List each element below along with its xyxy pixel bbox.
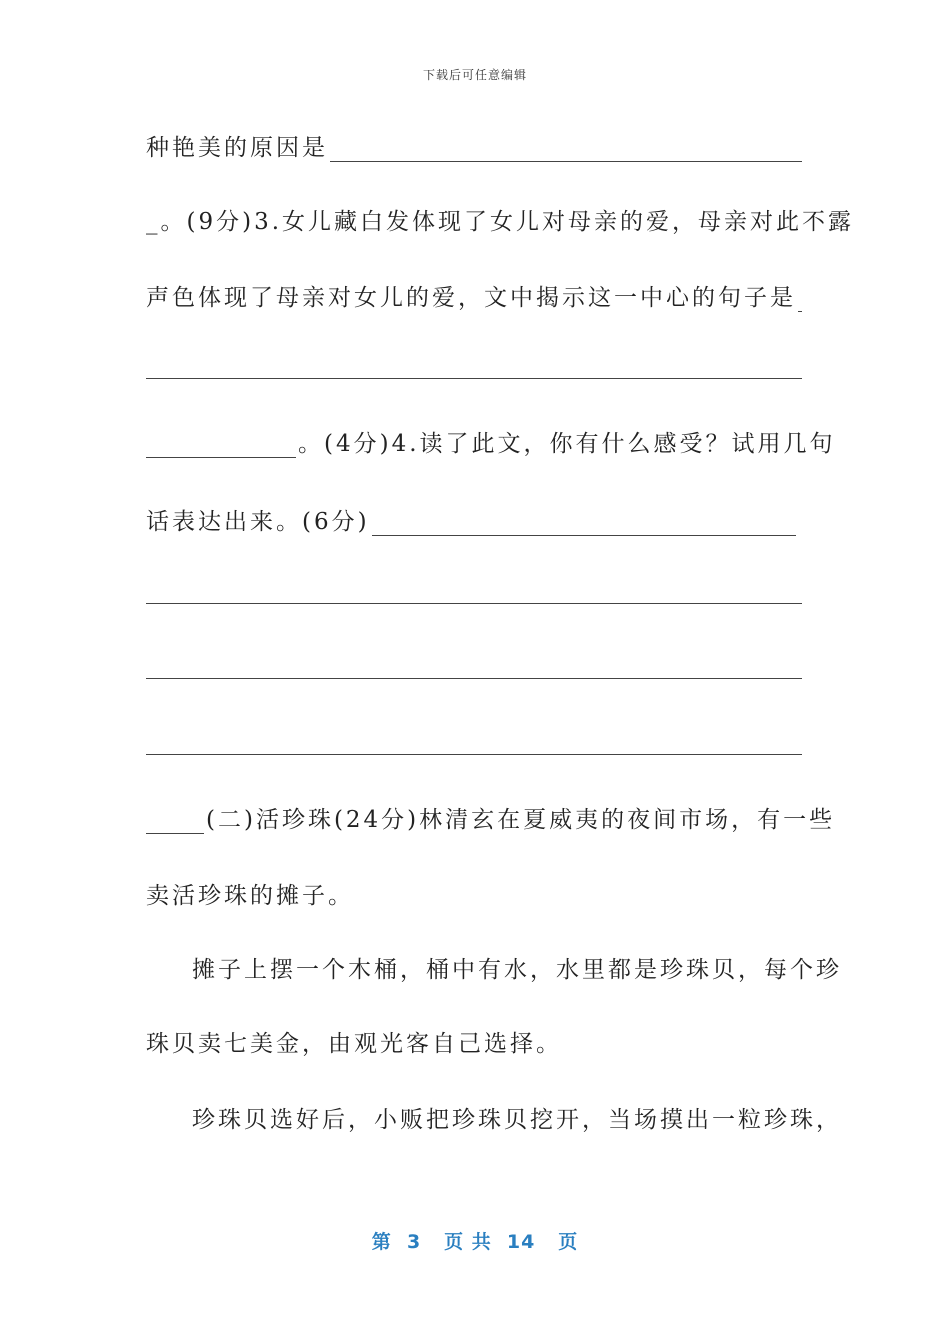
text-line-1 — [146, 128, 802, 162]
text-line-2 — [146, 202, 855, 236]
line-text: 卖活珍珠的摊子。 — [146, 883, 354, 909]
line-text: (二)活珍珠(24分)林清玄在夏威夷的夜间市场，有一些 — [206, 807, 836, 833]
line-text: 声色体现了母亲对女儿的爱，文中揭示这一中心的句子是 — [146, 285, 796, 311]
answer-blank — [798, 287, 802, 312]
text-line-10 — [146, 800, 836, 834]
line-text: 摊子上摆一个木桶，桶中有水，水里都是珍珠贝，每个珍 — [192, 957, 842, 983]
answer-blank-line — [146, 378, 802, 379]
line-text: 珠贝卖七美金，由观光客自己选择。 — [146, 1031, 562, 1057]
text-line-5 — [146, 424, 836, 458]
line-text: 话表达出来。(6分) — [146, 509, 370, 535]
text-line-12 — [146, 950, 842, 984]
answer-blank — [330, 137, 802, 162]
answer-blank — [146, 809, 204, 834]
text-line-13 — [146, 1024, 802, 1058]
line-text: 珍珠贝选好后，小贩把珍珠贝挖开，当场摸出一粒珍珠， — [192, 1107, 842, 1133]
answer-blank — [146, 433, 296, 458]
text-line-14 — [146, 1100, 842, 1134]
page-footer-number: 第 3 页 共 14 页 — [371, 1231, 579, 1253]
page-header-note: 下载后可任意编辑 — [422, 68, 527, 82]
line-text: _。(9分)3.女儿藏白发体现了女儿对母亲的爱，母亲对此不露 — [146, 209, 855, 235]
line-text: 种艳美的原因是 — [146, 135, 328, 161]
line-text: 。(4分)4.读了此文，你有什么感受？试用几句 — [298, 431, 836, 457]
text-line-11 — [146, 876, 802, 910]
answer-blank-line — [146, 678, 802, 679]
text-line-3 — [146, 278, 802, 312]
answer-blank — [372, 511, 796, 536]
answer-blank-line — [146, 754, 802, 755]
answer-blank-line — [146, 603, 802, 604]
text-line-6 — [146, 502, 796, 536]
